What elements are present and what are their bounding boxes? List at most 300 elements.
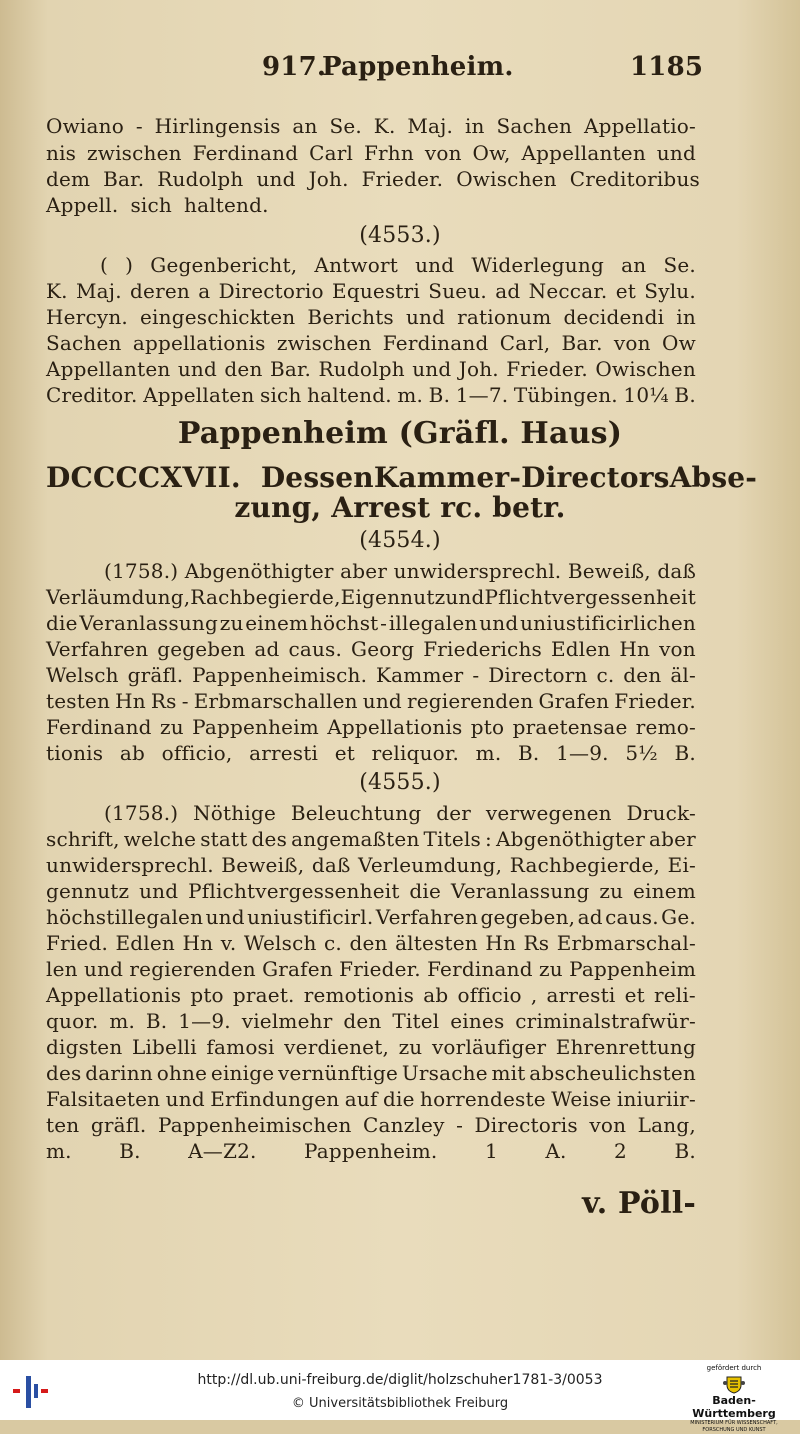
- word: a: [198, 279, 211, 303]
- word: aber: [340, 559, 388, 583]
- word: uniustificirl.: [247, 905, 374, 929]
- entry-number: (4553.): [359, 223, 441, 248]
- word: -: [380, 611, 388, 635]
- word: -: [135, 114, 143, 138]
- word: einige: [210, 1061, 275, 1085]
- text-line: [0, 800, 800, 826]
- text-line: [0, 714, 800, 740]
- word: unwidersprechl.: [393, 559, 562, 583]
- word: darinn: [85, 1061, 153, 1085]
- word: von: [589, 1113, 627, 1137]
- word: officio,: [161, 741, 233, 765]
- word: arresti: [546, 983, 616, 1007]
- word: den: [623, 663, 662, 687]
- word: statt: [200, 827, 248, 851]
- word: famosi: [206, 1035, 275, 1059]
- word: Grafen: [538, 689, 610, 713]
- word: nis: [46, 141, 77, 165]
- word: Frieder.: [506, 357, 588, 381]
- word: Directors: [521, 461, 670, 494]
- word: und: [479, 611, 519, 635]
- word: Ferdinand: [427, 957, 533, 981]
- word: regierenden: [129, 957, 256, 981]
- word: Ow: [662, 331, 696, 355]
- word: Ferdinand: [192, 141, 299, 165]
- word: und: [139, 879, 179, 903]
- text-line: [0, 166, 800, 192]
- word: Sachen: [496, 114, 573, 138]
- word: den: [343, 1009, 382, 1033]
- word: daß: [657, 559, 696, 583]
- word: m.: [109, 1009, 136, 1033]
- word: Rachbegierde,: [509, 853, 661, 877]
- word: mit: [491, 1061, 526, 1085]
- word: ohne: [156, 1061, 208, 1085]
- word: eines: [450, 1009, 505, 1033]
- word: Neccar.: [528, 279, 608, 303]
- copyright-notice: © Universitätsbibliothek Freiburg: [291, 1396, 509, 1411]
- text-line: [0, 140, 800, 166]
- word: und: [177, 357, 218, 381]
- word: Lang,: [637, 1113, 696, 1137]
- word: auf: [344, 1087, 378, 1111]
- word: B.: [428, 383, 451, 407]
- word: Falsitaeten: [46, 1087, 161, 1111]
- sponsor-badge: [686, 1364, 782, 1433]
- text-line: [0, 610, 800, 636]
- word: Abse-: [669, 461, 758, 494]
- word: Owiano: [46, 114, 124, 138]
- text-line: [0, 304, 800, 330]
- word: Pappenheimischen: [157, 1113, 352, 1137]
- viewer-footer: [0, 1360, 800, 1433]
- word: sich: [130, 193, 172, 217]
- word: Bar.: [103, 167, 145, 191]
- word: Veranlassung: [79, 611, 218, 635]
- word: Appellatio-: [583, 114, 696, 138]
- text-line: [0, 662, 800, 688]
- word: Edlen: [550, 637, 611, 661]
- word: (: [100, 253, 109, 277]
- word: Rudolph: [157, 167, 244, 191]
- word: (1758.): [104, 801, 179, 825]
- word: B.: [674, 1139, 696, 1163]
- word: -: [472, 663, 480, 687]
- word: remotionis: [303, 983, 415, 1007]
- text-line: [0, 688, 800, 714]
- word: Appellationis: [327, 715, 463, 739]
- entry-title-line2: zung, Arrest rc. betr.: [234, 491, 566, 524]
- word: Rachbegierde,: [190, 585, 341, 609]
- word: angemaßten: [291, 827, 420, 851]
- word: (1758.): [104, 559, 179, 583]
- word: Dessen: [260, 461, 374, 494]
- word: die: [383, 1087, 415, 1111]
- word: und: [405, 305, 446, 329]
- word: zu: [219, 611, 244, 635]
- word: 1: [484, 1139, 498, 1163]
- entry-number: (4554.): [359, 528, 441, 553]
- word: die: [409, 879, 442, 903]
- sponsor-label: gefördert durch: [706, 1364, 762, 1372]
- word: Veranlassung: [450, 879, 590, 903]
- word: caus.: [288, 637, 343, 661]
- word: und: [256, 167, 296, 191]
- word: Directorio: [218, 279, 324, 303]
- text-line: [0, 558, 800, 584]
- word: c.: [596, 663, 615, 687]
- entry-numeral: DCCCCXVII.: [46, 461, 241, 494]
- word: Gegenbericht,: [150, 253, 298, 277]
- word: gennutz: [46, 879, 130, 903]
- word: Pappenheimisch.: [192, 663, 368, 687]
- word: zu: [159, 715, 184, 739]
- word: Owischen: [456, 167, 557, 191]
- word: -: [456, 1113, 464, 1137]
- word: Ehrenrettung: [555, 1035, 696, 1059]
- word: Erbmarschal-: [556, 931, 696, 955]
- running-title: Pappenheim.: [322, 52, 514, 82]
- word: reli-: [653, 983, 696, 1007]
- word: Pappenheim: [192, 715, 319, 739]
- word: Verleumdung,: [358, 853, 503, 877]
- word: B.: [674, 741, 696, 765]
- word: Erfindungen: [210, 1087, 340, 1111]
- word: pto: [470, 715, 505, 739]
- word: digsten: [46, 1035, 123, 1059]
- word: Georg: [351, 637, 415, 661]
- text-line: [0, 278, 800, 304]
- word: praet.: [232, 983, 295, 1007]
- word: zu: [599, 879, 624, 903]
- word: den: [349, 931, 388, 955]
- word: Hn: [182, 931, 214, 955]
- word: remo-: [635, 715, 696, 739]
- word: welche: [123, 827, 197, 851]
- word: et: [334, 741, 355, 765]
- word: Verläumdung,: [46, 585, 191, 609]
- word: A.: [545, 1139, 567, 1163]
- page-number: 917.: [262, 52, 327, 82]
- text-line: [0, 192, 800, 218]
- word: ten: [46, 1113, 80, 1137]
- word: B.: [119, 1139, 141, 1163]
- word: m.: [397, 383, 424, 407]
- word: Edlen: [115, 931, 176, 955]
- word: Directorn: [488, 663, 588, 687]
- word: Pappenheim: [569, 957, 696, 981]
- word: Widerlegung: [471, 253, 604, 277]
- word: an: [621, 253, 647, 277]
- word: Sachen: [46, 331, 122, 355]
- word: 5½: [625, 741, 658, 765]
- catchword: v. Pöll-: [582, 1186, 696, 1221]
- word: haltend.: [307, 383, 392, 407]
- text-line: [0, 740, 800, 766]
- word: iniuriir-: [616, 1087, 696, 1111]
- word: Joh.: [458, 357, 499, 381]
- word: ,: [530, 983, 538, 1007]
- word: 1—9.: [556, 741, 609, 765]
- word: Joh.: [308, 167, 349, 191]
- word: einem: [633, 879, 696, 903]
- word: eingeschickten: [140, 305, 296, 329]
- word: et: [615, 279, 637, 303]
- word: K.: [46, 279, 68, 303]
- word: Ow,: [472, 141, 511, 165]
- word: m.: [475, 741, 502, 765]
- text-line: [0, 956, 800, 982]
- word: Hercyn.: [46, 305, 128, 329]
- word: len: [46, 957, 78, 981]
- word: criminalstrafwür-: [515, 1009, 696, 1033]
- permalink-url[interactable]: http://dl.ub.uni-freiburg.de/diglit/holzschuher1781-3/0053: [197, 1372, 603, 1388]
- word: Welsch: [46, 663, 119, 687]
- word: haltend.: [183, 193, 269, 217]
- word: in: [676, 305, 696, 329]
- word: Kammer: [376, 663, 464, 687]
- word: pto: [190, 983, 224, 1007]
- word: Appellationis: [46, 983, 182, 1007]
- word: officio: [457, 983, 522, 1007]
- word: Kammer: [373, 461, 510, 494]
- word: Sylu.: [644, 279, 696, 303]
- word: Canzley: [363, 1113, 445, 1137]
- word: gräfl.: [127, 663, 184, 687]
- word: Titel: [392, 1009, 440, 1033]
- word: Hirlingensis: [154, 114, 281, 138]
- word: Frieder.: [361, 167, 444, 191]
- word: gegeben,: [480, 905, 576, 929]
- text-line: [0, 1138, 800, 1164]
- text-line: [0, 1112, 800, 1138]
- word: gräfl.: [90, 1113, 147, 1137]
- word: Beweiß,: [221, 853, 305, 877]
- word: vorläufiger: [431, 1035, 547, 1059]
- word: des: [251, 827, 288, 851]
- word: zu: [539, 957, 563, 981]
- word: Frhn: [363, 141, 414, 165]
- word: abscheulichsten: [529, 1061, 696, 1085]
- word: Se.: [663, 253, 696, 277]
- word: Se.: [329, 114, 362, 138]
- word: deren: [130, 279, 190, 303]
- word: -: [181, 689, 189, 713]
- word: von: [424, 141, 462, 165]
- word: sich: [259, 383, 302, 407]
- word: appellationis: [132, 331, 266, 355]
- word: 1—9.: [178, 1009, 231, 1033]
- word: Fried.: [46, 931, 109, 955]
- text-line: [0, 584, 800, 610]
- word: quor.: [46, 1009, 99, 1033]
- word: und: [83, 957, 124, 981]
- word: Appellaten: [143, 383, 255, 407]
- text-line: [0, 636, 800, 662]
- word: Libelli: [131, 1035, 197, 1059]
- word: Erbmarschallen: [193, 689, 358, 713]
- word: Pflichtvergessenheit: [188, 879, 400, 903]
- word: Verfahren: [46, 637, 149, 661]
- word: von: [659, 637, 696, 661]
- word: und: [205, 905, 245, 929]
- word: Frieder.: [614, 689, 696, 713]
- word: äl-: [670, 663, 696, 687]
- word: Carl,: [499, 331, 551, 355]
- word: des: [46, 1061, 82, 1085]
- text-line: [0, 356, 800, 382]
- word: den: [224, 357, 263, 381]
- word: Verfahren: [375, 905, 479, 929]
- word: c.: [324, 931, 342, 955]
- word: Equestri: [332, 279, 421, 303]
- word: unwidersprechl.: [46, 853, 214, 877]
- word: gegeben: [157, 637, 246, 661]
- word: Rs: [150, 689, 177, 713]
- word: uniustificirlichen: [520, 611, 696, 635]
- word: -: [509, 461, 522, 494]
- word: Ge.: [661, 905, 696, 929]
- word: Eigennutz: [340, 585, 446, 609]
- text-line: [0, 113, 800, 139]
- word: regierenden: [406, 689, 534, 713]
- word: zwischen: [276, 331, 372, 355]
- word: Ferdinand: [46, 715, 152, 739]
- word: praetensae: [512, 715, 628, 739]
- word: zwischen: [87, 141, 182, 165]
- word: von: [613, 331, 651, 355]
- word: dem: [46, 167, 91, 191]
- word: Frieder.: [339, 957, 421, 981]
- word: Rudolph: [318, 357, 405, 381]
- word: Ei-: [667, 853, 696, 877]
- word: Maj.: [75, 279, 122, 303]
- word: testen: [46, 689, 111, 713]
- word: caus.: [605, 905, 659, 929]
- word: Beleuchtung: [290, 801, 422, 825]
- word: :: [485, 827, 492, 851]
- word: ad: [577, 905, 603, 929]
- text-line: [0, 330, 800, 356]
- word: B.: [145, 1009, 168, 1033]
- section-title: Pappenheim (Gräfl. Haus): [177, 416, 623, 451]
- word: Owischen: [595, 357, 696, 381]
- entry-number: (4555.): [359, 770, 441, 795]
- word: Ferdinand: [382, 331, 489, 355]
- word: Druck-: [626, 801, 696, 825]
- text-line: [0, 252, 800, 278]
- word: 2: [614, 1139, 627, 1163]
- word: Rs: [523, 931, 550, 955]
- word: Directoris: [474, 1113, 578, 1137]
- word: v.: [220, 931, 237, 955]
- word: ab: [119, 741, 145, 765]
- word: decidendi: [563, 305, 665, 329]
- word: ad: [254, 637, 280, 661]
- word: verdienet,: [284, 1035, 390, 1059]
- word: ): [125, 253, 134, 277]
- word: 10¼: [623, 383, 669, 407]
- word: Appell.: [46, 193, 119, 217]
- word: Carl: [309, 141, 354, 165]
- text-line: [0, 930, 800, 956]
- word: vielmehr: [241, 1009, 333, 1033]
- word: m.: [46, 1139, 72, 1163]
- running-header: [0, 54, 800, 90]
- word: Sueu.: [428, 279, 487, 303]
- text-line: [0, 826, 800, 852]
- word: in: [464, 114, 485, 138]
- sponsor-name: Baden-Württemberg: [692, 1394, 776, 1420]
- word: horrendeste: [420, 1087, 546, 1111]
- folio-number: 1185: [630, 52, 704, 82]
- word: die: [46, 611, 78, 635]
- word: Appellanten: [521, 141, 646, 165]
- word: et: [624, 983, 645, 1007]
- word: Welsch: [243, 931, 317, 955]
- word: Abgenöthigter: [184, 559, 334, 583]
- word: Maj.: [407, 114, 454, 138]
- word: Creditor.: [46, 383, 138, 407]
- word: der: [436, 801, 471, 825]
- word: höchst: [309, 611, 379, 635]
- word: und: [165, 1087, 205, 1111]
- word: Hn: [485, 931, 517, 955]
- word: Weise: [551, 1087, 612, 1111]
- word: vernünftige: [278, 1061, 399, 1085]
- text-line: [0, 382, 800, 408]
- text-line: [0, 982, 800, 1008]
- word: A—Z2.: [188, 1139, 257, 1163]
- text-line: [0, 904, 800, 930]
- word: und: [412, 357, 452, 381]
- word: Bar.: [269, 357, 312, 381]
- word: Tübingen.: [513, 383, 618, 407]
- word: ad: [495, 279, 521, 303]
- word: Nöthige: [193, 801, 276, 825]
- word: rationum: [457, 305, 552, 329]
- word: daß: [311, 853, 351, 877]
- word: an: [292, 114, 318, 138]
- word: ältesten: [395, 931, 478, 955]
- word: Grafen: [262, 957, 333, 981]
- text-line: [0, 852, 800, 878]
- word: Abgenöthigter: [496, 827, 645, 851]
- text-line: [0, 1060, 800, 1086]
- word: Bar.: [561, 331, 603, 355]
- word: illegalen: [388, 611, 478, 635]
- word: arresti: [249, 741, 319, 765]
- word: Hn: [115, 689, 146, 713]
- word: Titels: [423, 827, 482, 851]
- word: Pflichtvergessenheit: [484, 585, 696, 609]
- word: und: [362, 689, 402, 713]
- word: aber: [649, 827, 696, 851]
- word: einem: [245, 611, 309, 635]
- word: und: [415, 253, 455, 277]
- coat-of-arms-icon: [723, 1374, 745, 1394]
- word: Antwort: [314, 253, 398, 277]
- text-line: [0, 1008, 800, 1034]
- word: 1—7.: [455, 383, 509, 407]
- word: zu: [398, 1035, 423, 1059]
- word: B.: [518, 741, 540, 765]
- text-line: [0, 1086, 800, 1112]
- text-line: [0, 878, 800, 904]
- sponsor-ministry: MINISTERIUM FÜR WISSENSCHAFT, FORSCHUNG UND KUNST: [690, 1420, 778, 1433]
- word: ab: [423, 983, 449, 1007]
- word: Hn: [619, 637, 651, 661]
